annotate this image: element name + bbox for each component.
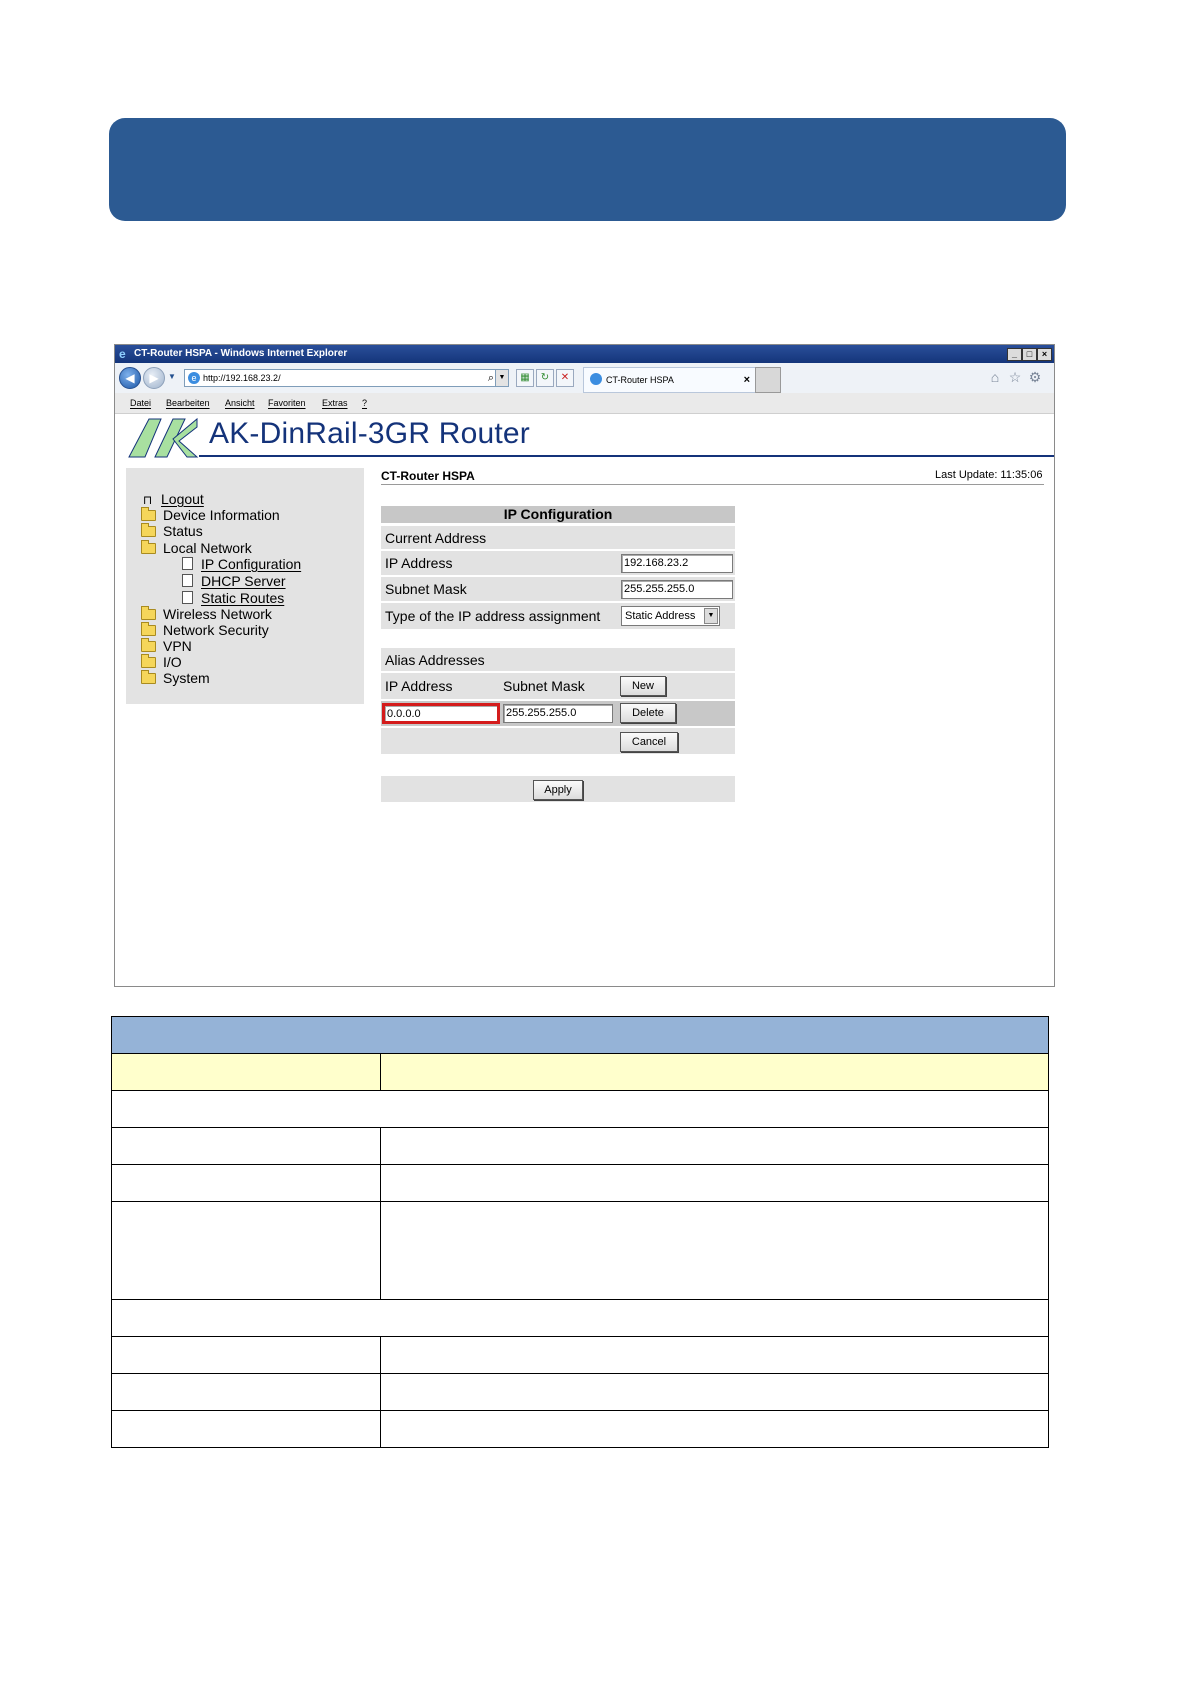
folder-icon	[141, 543, 156, 554]
menu-ansicht[interactable]: Ansicht	[225, 398, 255, 408]
sidebar-item-device-information[interactable]	[141, 507, 280, 523]
sidebar-item-label: VPN	[163, 638, 192, 654]
alias-cancel-row	[381, 728, 735, 754]
sidebar-item-label: IP Configuration	[201, 556, 302, 572]
folder-icon	[141, 673, 156, 684]
menu-help[interactable]: ?	[362, 398, 368, 408]
sidebar-item-local-network[interactable]	[141, 540, 252, 556]
sidebar-item-io[interactable]	[141, 654, 182, 670]
apply-row	[381, 776, 735, 802]
sidebar-item-network-security[interactable]	[141, 622, 269, 638]
current-address-label: Current Address	[385, 530, 487, 546]
sidebar-item-label: Network Security	[163, 622, 269, 638]
folder-icon	[141, 526, 156, 537]
close-window-button[interactable]: ×	[1037, 348, 1052, 361]
alias-mask-header: Subnet Mask	[503, 678, 585, 694]
logout-icon: ⊓	[142, 493, 153, 507]
sidebar-item-dhcp-server[interactable]	[182, 573, 286, 589]
cancel-button[interactable]: Cancel	[620, 732, 678, 752]
sidebar-item-label: Logout	[161, 491, 204, 507]
browser-tab[interactable]	[583, 367, 757, 393]
maximize-button[interactable]: □	[1022, 348, 1037, 361]
table-row	[380, 1128, 1049, 1165]
table-row	[380, 1202, 1049, 1300]
page-icon	[182, 574, 193, 587]
sidebar-item-system[interactable]	[141, 670, 210, 686]
folder-icon	[141, 657, 156, 668]
assignment-label: Type of the IP address assignment	[385, 608, 601, 624]
subnet-mask-label: Subnet Mask	[385, 581, 467, 597]
folder-icon	[141, 641, 156, 652]
folder-icon	[141, 609, 156, 620]
sidebar	[126, 468, 364, 704]
current-address-row	[381, 526, 735, 549]
globe-icon: e	[188, 372, 200, 384]
home-icon[interactable]: ⌂	[990, 369, 1000, 385]
history-dropdown-icon[interactable]: ▼	[168, 372, 176, 381]
table-header-row	[111, 1016, 1049, 1054]
alias-ip-input[interactable]: 0.0.0.0	[382, 703, 500, 724]
tab-close-icon[interactable]: ×	[743, 374, 750, 386]
stop-icon[interactable]: ✕	[556, 369, 574, 387]
section-title: IP Configuration	[381, 506, 735, 523]
alias-label: Alias Addresses	[385, 652, 485, 668]
table-row	[111, 1411, 381, 1448]
header-divider	[199, 455, 1054, 457]
folder-icon	[141, 625, 156, 636]
browser-toolbar	[115, 363, 1054, 393]
folder-icon	[141, 510, 156, 521]
ie-logo-icon: e	[119, 347, 126, 361]
menu-favoriten[interactable]: Favoriten	[268, 398, 306, 408]
table-section-row	[111, 1300, 1049, 1337]
favorites-star-icon[interactable]: ☆	[1008, 369, 1022, 385]
search-icon[interactable]: ⌕	[487, 372, 494, 384]
menu-extras[interactable]: Extras	[322, 398, 348, 408]
forward-button[interactable]: ▶	[143, 367, 165, 389]
ip-address-row	[381, 551, 735, 575]
description-table	[111, 1016, 1049, 1448]
table-row	[111, 1128, 381, 1165]
menu-bar	[115, 393, 1054, 414]
sidebar-item-ip-configuration[interactable]	[182, 556, 301, 572]
sidebar-item-logout[interactable]	[141, 491, 204, 508]
menu-bearbeiten[interactable]: Bearbeiten	[166, 398, 210, 408]
sidebar-item-label: Wireless Network	[163, 606, 272, 622]
sidebar-item-label: I/O	[163, 654, 182, 670]
alias-header-row	[381, 673, 735, 699]
table-row	[111, 1202, 381, 1300]
sidebar-item-status[interactable]	[141, 523, 203, 539]
sidebar-item-label: Local Network	[163, 540, 252, 556]
content-divider	[381, 484, 1044, 485]
window-title: CT-Router HSPA - Windows Internet Explorer	[134, 348, 348, 359]
address-url: http://192.168.23.2/	[203, 373, 281, 383]
refresh-icon[interactable]: ↻	[536, 369, 554, 387]
back-button[interactable]: ◀	[119, 367, 141, 389]
address-bar[interactable]	[184, 369, 509, 387]
gear-icon[interactable]: ⚙	[1028, 369, 1042, 385]
tab-globe-icon	[590, 373, 602, 385]
alias-ip-header: IP Address	[385, 678, 453, 694]
tab-label: CT-Router HSPA	[606, 375, 674, 385]
table-subheader-cell	[380, 1054, 1049, 1091]
ip-address-input[interactable]: 192.168.23.2	[621, 554, 733, 573]
page-icon	[182, 557, 193, 570]
table-row	[111, 1337, 381, 1374]
table-row	[111, 1165, 381, 1202]
table-row	[380, 1374, 1049, 1411]
sidebar-item-vpn[interactable]	[141, 638, 192, 654]
new-tab-button[interactable]	[755, 367, 781, 393]
header-banner	[109, 118, 1066, 221]
window-titlebar	[115, 345, 1054, 363]
page-icon	[182, 591, 193, 604]
sidebar-item-label: DHCP Server	[201, 573, 286, 589]
assignment-select[interactable]	[621, 606, 720, 626]
table-row	[380, 1165, 1049, 1202]
alias-entry-row	[381, 701, 735, 726]
apply-button[interactable]: Apply	[533, 780, 583, 800]
alias-title-row	[381, 648, 735, 671]
subnet-mask-row	[381, 577, 735, 601]
alias-mask-input[interactable]: 255.255.255.0	[503, 704, 613, 723]
table-row	[380, 1411, 1049, 1448]
sidebar-item-label: Status	[163, 523, 203, 539]
subnet-mask-input[interactable]: 255.255.255.0	[621, 580, 733, 599]
browser-window	[114, 344, 1055, 987]
ip-address-label: IP Address	[385, 555, 453, 571]
address-dropdown-icon[interactable]: ▼	[495, 370, 508, 386]
delete-button[interactable]: Delete	[620, 703, 676, 723]
table-row	[111, 1374, 381, 1411]
table-row	[380, 1337, 1049, 1374]
menu-datei[interactable]: Datei	[130, 398, 152, 408]
sidebar-item-label: Device Information	[163, 507, 280, 523]
minimize-button[interactable]: _	[1007, 348, 1022, 361]
table-subheader-cell	[111, 1054, 381, 1091]
router-title: AK-DinRail-3GR Router	[209, 417, 530, 450]
router-logo	[127, 417, 199, 459]
sidebar-item-label: Static Routes	[201, 590, 285, 606]
chevron-down-icon[interactable]: ▼	[704, 608, 718, 624]
assignment-row	[381, 603, 735, 629]
sidebar-item-wireless-network[interactable]	[141, 606, 272, 622]
sidebar-item-static-routes[interactable]	[182, 590, 284, 606]
last-update: Last Update: 11:35:06	[935, 469, 1043, 481]
compatibility-icon[interactable]: ▦	[516, 369, 534, 387]
sidebar-item-label: System	[163, 670, 210, 686]
device-title: CT-Router HSPA	[381, 469, 475, 483]
new-button[interactable]: New	[620, 676, 666, 696]
table-section-row	[111, 1091, 1049, 1128]
assignment-value: Static Address	[625, 610, 696, 622]
